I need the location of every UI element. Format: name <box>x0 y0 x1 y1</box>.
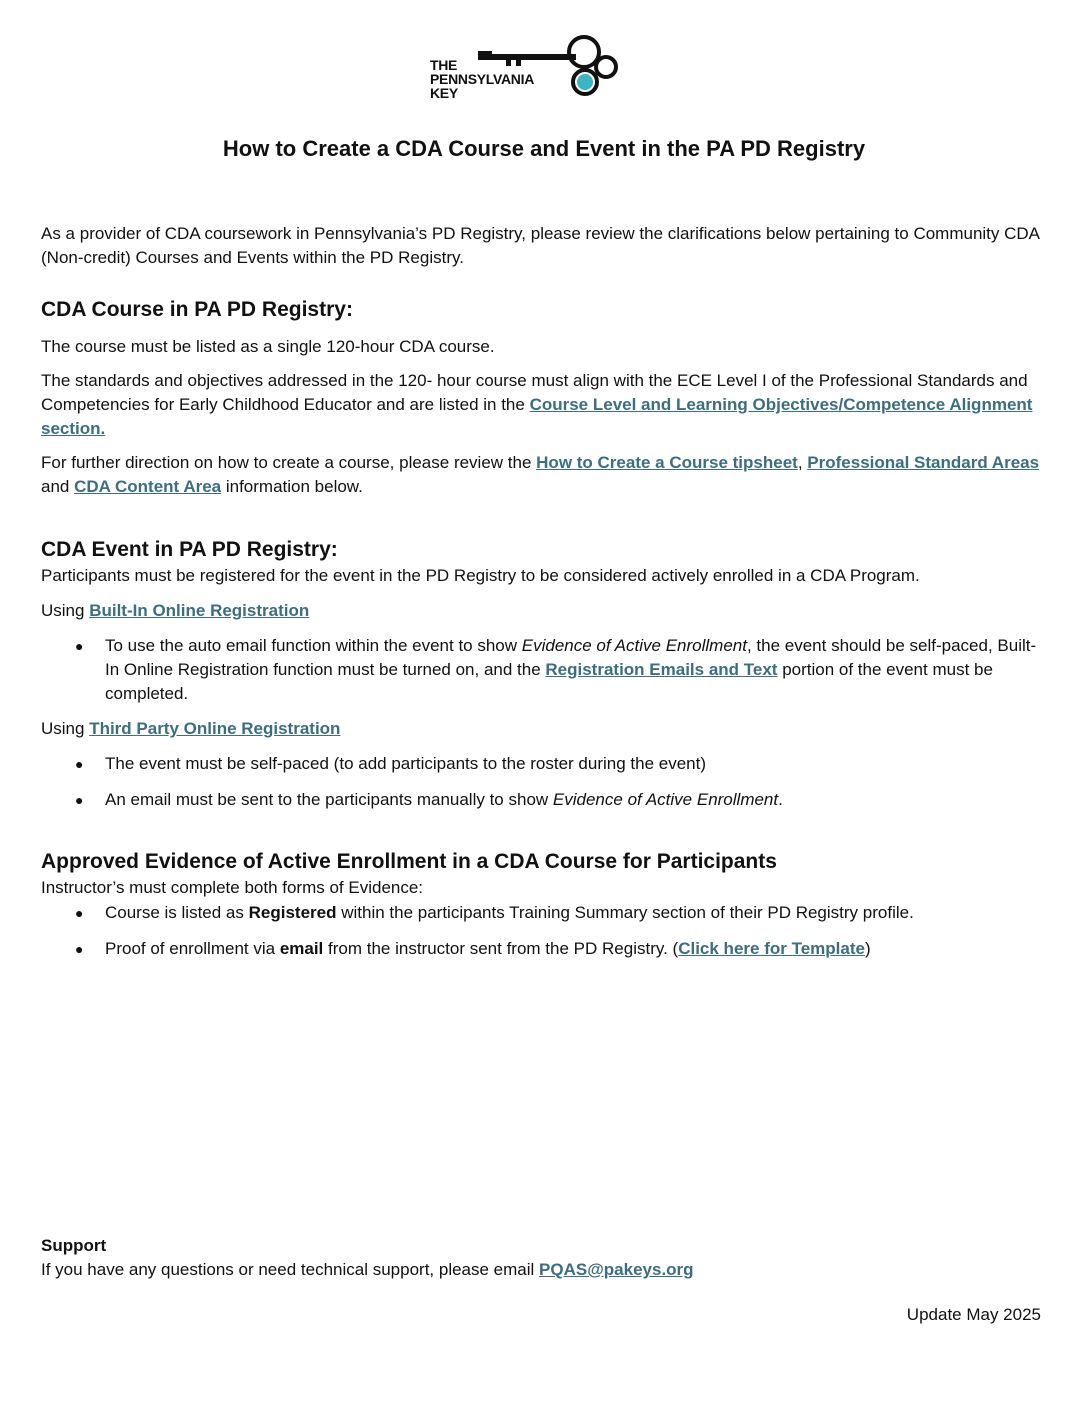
course-heading: CDA Course in PA PD Registry: <box>41 298 353 321</box>
professional-standard-areas-link[interactable]: Professional Standard Areas <box>807 453 1040 472</box>
event-bullet-3 <box>41 788 1041 812</box>
event-heading: CDA Event in PA PD Registry: <box>41 538 338 561</box>
bullet-text: ) <box>864 939 871 958</box>
evidence-heading: Approved Evidence of Active Enrollment in a CDA Course for Participants <box>41 850 777 873</box>
support-paragraph <box>41 1258 1041 1282</box>
intro-paragraph: As a provider of CDA coursework in Pennsylvania’s PD Registry, please review the clarifications below pertaining to Community CDA (Non-credit) Courses and Events within the PD Registry. <box>41 224 1040 267</box>
bullet-bold: email <box>279 939 324 958</box>
cda-content-area-link[interactable]: CDA Content Area <box>74 477 222 496</box>
using-label: Using <box>41 719 90 738</box>
bullet-bold: Registered <box>248 903 337 922</box>
logo-line-2: PENNSYLVANIA <box>430 71 535 87</box>
bullet-text: within the participants Training Summary section of their PD Registry profile. <box>336 903 914 922</box>
logo-line-1: THE <box>430 57 458 73</box>
bullet-icon: ● <box>75 756 84 772</box>
course-paragraph-3-text: For further direction on how to create a course, please review the <box>41 453 537 472</box>
course-level-link-end: . <box>100 419 106 438</box>
bullet-icon: ● <box>75 792 84 808</box>
bullet-icon: ● <box>75 638 84 654</box>
update-date: Update May 2025 <box>906 1305 1041 1324</box>
bullet-text: from the instructor sent from the PD Registry. ( <box>323 939 679 958</box>
bullet-text: , the event should be self-paced, Built-In Online Registration function must be turned on, and the <box>105 636 1037 679</box>
bullet-italic: Evidence of Active Enrollment <box>552 790 779 809</box>
support-heading: Support <box>41 1236 107 1255</box>
bullet-icon: ● <box>75 941 84 957</box>
event-bullet-2 <box>41 752 1041 776</box>
page-title: How to Create a CDA Course and Event in the PA PD Registry <box>222 136 866 161</box>
using-label: Using <box>41 601 90 620</box>
bullet-text: An email must be sent to the participants manually to show <box>105 790 553 809</box>
evidence-bullet-2 <box>41 937 1041 961</box>
conjunction: and <box>41 477 75 496</box>
bullet-text: Proof of enrollment via <box>105 939 280 958</box>
using-third-party-line <box>41 717 1041 741</box>
course-paragraph-2-text: The standards and objectives addressed in the 120- hour course must align with the ECE Level I of the Professional Standards and Competencies for Early Childhood Educator and are listed in the <box>41 371 1028 414</box>
course-paragraph-1: The course must be listed as a single 120-hour CDA course. <box>41 337 495 356</box>
using-builtin-line <box>41 599 1041 623</box>
course-level-link[interactable]: Course Level and Learning Objectives/Competence Alignment section <box>41 395 1033 438</box>
course-paragraph-3-end: information below. <box>221 477 363 496</box>
separator: , <box>797 453 808 472</box>
evidence-paragraph-1: Instructor’s must complete both forms of Evidence: <box>41 878 424 897</box>
pennsylvania-key-logo <box>430 34 620 100</box>
bullet-text: Course is listed as <box>105 903 249 922</box>
third-party-registration-link[interactable]: Third Party Online Registration <box>89 719 341 738</box>
support-text: If you have any questions or need technical support, please email <box>41 1260 540 1279</box>
template-link[interactable]: Click here for Template <box>678 939 865 958</box>
builtin-registration-link[interactable]: Built-In Online Registration <box>89 601 310 620</box>
logo-line-3: KEY <box>430 85 458 101</box>
bullet-text: To use the auto email function within the event to show <box>105 636 522 655</box>
evidence-bullet-1 <box>41 901 1041 925</box>
course-paragraph-3 <box>41 451 1041 499</box>
bullet-text: . <box>778 790 783 809</box>
registration-emails-link[interactable]: Registration Emails and Text <box>545 660 778 679</box>
event-paragraph-1: Participants must be registered for the event in the PD Registry to be considered actively enrolled in a CDA Program. <box>41 566 920 585</box>
how-to-create-course-link[interactable]: How to Create a Course tipsheet <box>536 453 798 472</box>
bullet-icon: ● <box>75 905 84 921</box>
bullet-text: portion of the event must be completed. <box>105 660 993 703</box>
event-bullet-1 <box>41 634 1041 706</box>
bullet-text: The event must be self-paced (to add participants to the roster during the event) <box>105 754 707 773</box>
bullet-italic: Evidence of Active Enrollment <box>521 636 747 655</box>
key-icon <box>430 34 620 100</box>
support-email-link[interactable]: PQAS@pakeys.org <box>539 1260 694 1279</box>
course-paragraph-2 <box>41 369 1041 441</box>
